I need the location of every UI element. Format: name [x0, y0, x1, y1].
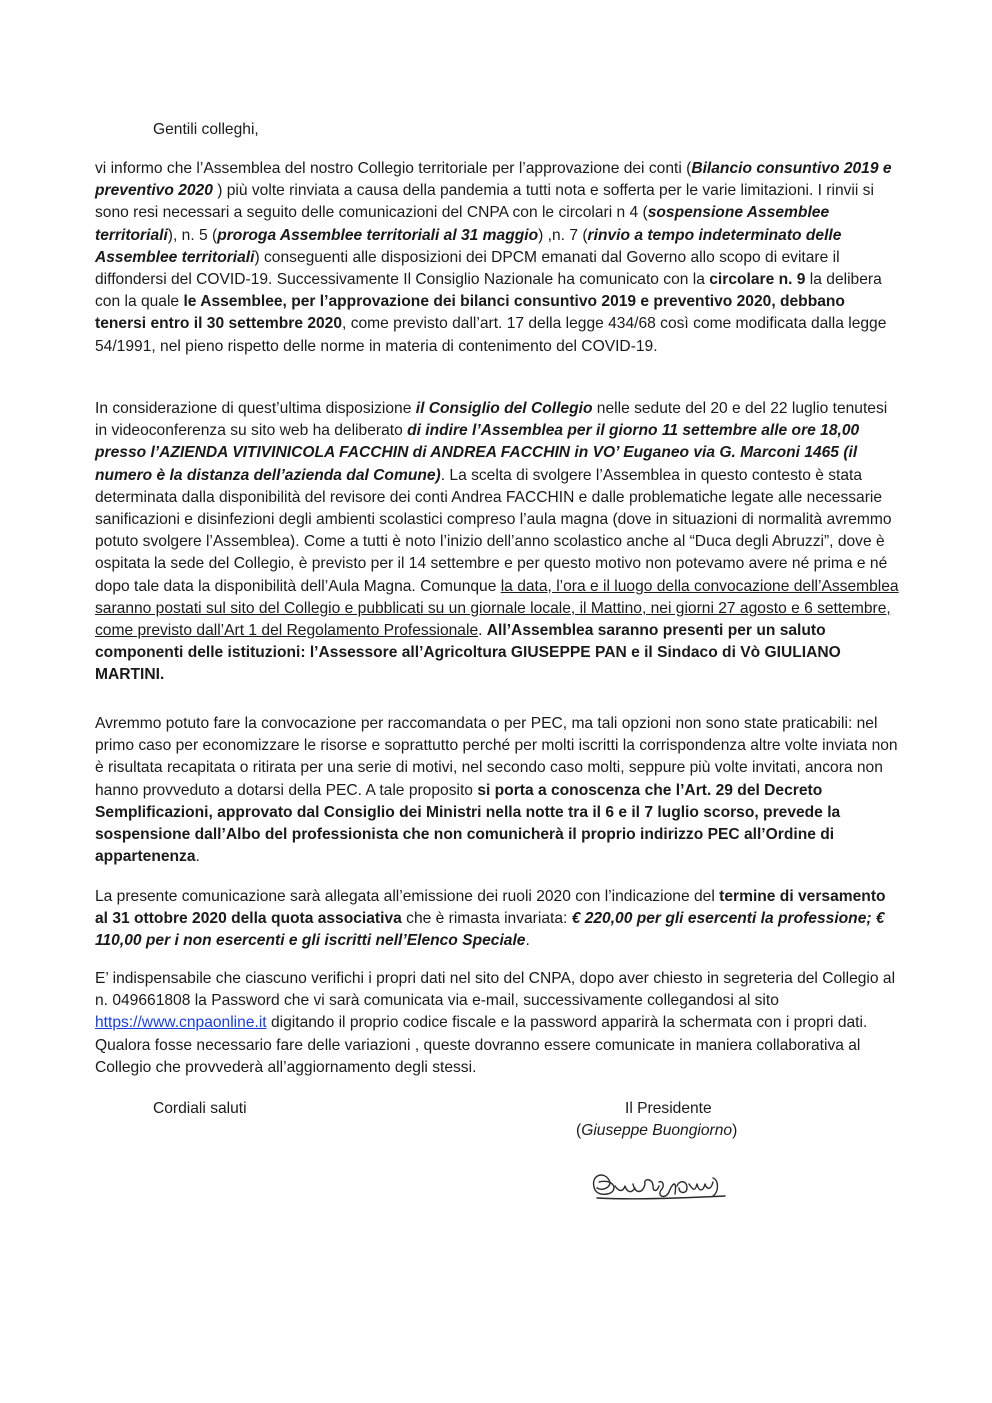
underlined-text: la data, l’ora e il luogo della convocazione dell’Assemblea saranno postati sul sito del Collegio e pubblicati su un giornale locale, il Mattino, nei giorni 27 agosto e 6 settembre, come previsto dall’Art 1 del Regolamento Professionale — [95, 577, 899, 640]
cnpa-website-link[interactable]: https://www.cnpaonline.it — [95, 1014, 267, 1032]
bold-italic-text: il Consiglio del Collegio — [415, 400, 593, 417]
text-run: In considerazione di quest’ultima disposizione — [95, 400, 416, 417]
text-run: Avremmo potuto fare la convocazione per raccomandata o per PEC, ma tali opzioni non sono state praticabili: nel primo caso per economizzare le risorse e soprattutto perché per molti iscritti la corrispondenza altre volte inviata non è risultata recapitata o ritirata per una serie di motivi, nel secondo caso molti, seppure più volte invitati, ancora non hanno provveduto a dotarsi della PEC. A tale proposito — [95, 715, 898, 799]
bold-italic-text: proroga Assemblee territoriali al 31 maggio — [217, 226, 539, 244]
text-run: ) conseguenti alle disposizioni dei DPCM emanati dal Governo allo scopo di evitare il diffondersi del COVID-19. Successivamente Il Consiglio Nazionale ha comunicato con la — [95, 248, 840, 289]
paragraph-cnpa-data-check — [95, 968, 900, 1079]
text-run: . — [195, 848, 200, 866]
text-run: vi informo che l’Assemblea del nostro Collegio territoriale per l’approvazione dei conti ( — [95, 160, 692, 177]
text-run: . La scelta di svolgere l’Assemblea in questo contesto è stata determinata dalla disponibilità del revisore dei conti Andrea FACCHIN e dalle problematiche legate alle necessarie sanificazioni e disinfezioni degli ambienti scolastici compreso l’aula magna (dove in situazioni di normalità avremmo potuto svolgere l’Assemblea). Come a tutti è noto l’inizio dell’anno scolastico anche al “Duca degli Abruzzi”, dove è ospitata la sede del Collegio, è previsto per il 14 settembre e per questo motivo non potevamo avere né prima e né dopo tale data la disponibilità dell’Aula Magna. Comunque — [95, 466, 892, 595]
bold-text: circolare n. 9 — [709, 271, 806, 289]
handwritten-signature — [585, 1160, 735, 1210]
text-run: che è rimasta invariata: — [401, 910, 572, 928]
text-run: E’ indispensabile che ciascuno verifichi i propri dati nel sito del CNPA, dopo aver chiesto in segreteria del Collegio al n. 049661808 la Password che vi sarà comunicata via e-mail, successivamente collegandosi al sito — [95, 970, 896, 1010]
text-run: , come previsto dall’art. 17 della legge 434/68 così come modificata dalla legge 54/1991, nel pieno rispetto delle norme in materia di contenimento del COVID-19. — [95, 315, 887, 355]
bold-italic-text: Bilancio consuntivo 2019 e preventivo 2020 — [95, 160, 892, 200]
bold-italic-text: sospensione Assemblee territoriali — [95, 204, 830, 244]
paragraph-covid-postponements — [95, 158, 900, 358]
text-run: La presente comunicazione sarà allegata all’emissione dei ruoli 2020 con l’indicazione del — [95, 888, 720, 905]
president-title: Il Presidente — [625, 1100, 712, 1117]
text-run: ) più volte rinviata a causa della pandemia a tutti nota e sofferta per le varie limitazioni. I rinvii si sono resi necessari a seguito delle comunicazioni del CNPA con le circolari n 4 ( — [95, 182, 874, 222]
bold-text: All’Assemblea saranno presenti per un saluto componenti delle istituzioni: l’Assessore all’Agricoltura GIUSEPPE PAN e il Sindaco di Vò GIULIANO MARTINI. — [95, 622, 841, 684]
bold-italic-text: € 220,00 per gli esercenti la professione; € 110,00 per i non esercenti e gli iscritti nell’Elenco Speciale — [95, 910, 885, 950]
text-run: . — [525, 932, 530, 950]
bold-italic-text: di indire l’Assemblea per il giorno 11 settembre alle ore 18,00 presso l’AZIENDA VITIVINICOLA FACCHIN di ANDREA FACCHIN in VO’ Euganeo via G. Marconi 1465 (il numero è la distanza dell’azienda dal Comune) — [95, 422, 860, 484]
president-name: Giuseppe Buongiorno — [581, 1122, 733, 1139]
bold-text: termine di versamento al 31 ottobre 2020 della quota associativa — [95, 888, 886, 928]
text-run: ) ,n. 7 ( — [538, 226, 588, 244]
paragraph-pec-notice — [95, 713, 900, 868]
text-run: ), n. 5 ( — [167, 226, 218, 244]
paragraph-membership-fee — [95, 886, 900, 953]
bold-text: le Assemblee, per l’approvazione dei bilanci consuntivo 2019 e preventivo 2020, debbano tenersi entro il 30 settembre 2020 — [95, 293, 845, 333]
bold-text: si porta a conoscenza che l’Art. 29 del Decreto Semplificazioni, approvato dal Consiglio dei Ministri nella notte tra il 6 e il 7 luglio scorso, prevede la sospensione dall’Albo del professionista che non comunicherà il proprio indirizzo PEC all’Ordine di appartenenza — [95, 781, 841, 866]
paragraph-assembly-convocation — [95, 398, 900, 687]
text-run: nelle sedute del 20 e del 22 luglio tenutesi in videoconferenza su sito web ha deliberato — [95, 400, 888, 440]
text-run: la delibera con la quale — [95, 271, 882, 311]
greeting: Gentili colleghi, — [153, 121, 259, 138]
bold-italic-text: rinvio a tempo indeterminato delle Assemblee territoriali — [95, 226, 842, 266]
text-run: . — [478, 622, 487, 640]
text-run: digitando il proprio codice fiscale e la password apparirà la schermata con i propri dati. Qualora fosse necessario fare delle variazioni , queste dovranno essere comunicate in maniera collaborativa al Collegio che provvederà all’aggiornamento degli stessi. — [95, 1014, 868, 1076]
president-name-line: (Giuseppe Buongiorno) — [576, 1122, 738, 1139]
closing-salutation: Cordiali saluti — [153, 1100, 247, 1117]
